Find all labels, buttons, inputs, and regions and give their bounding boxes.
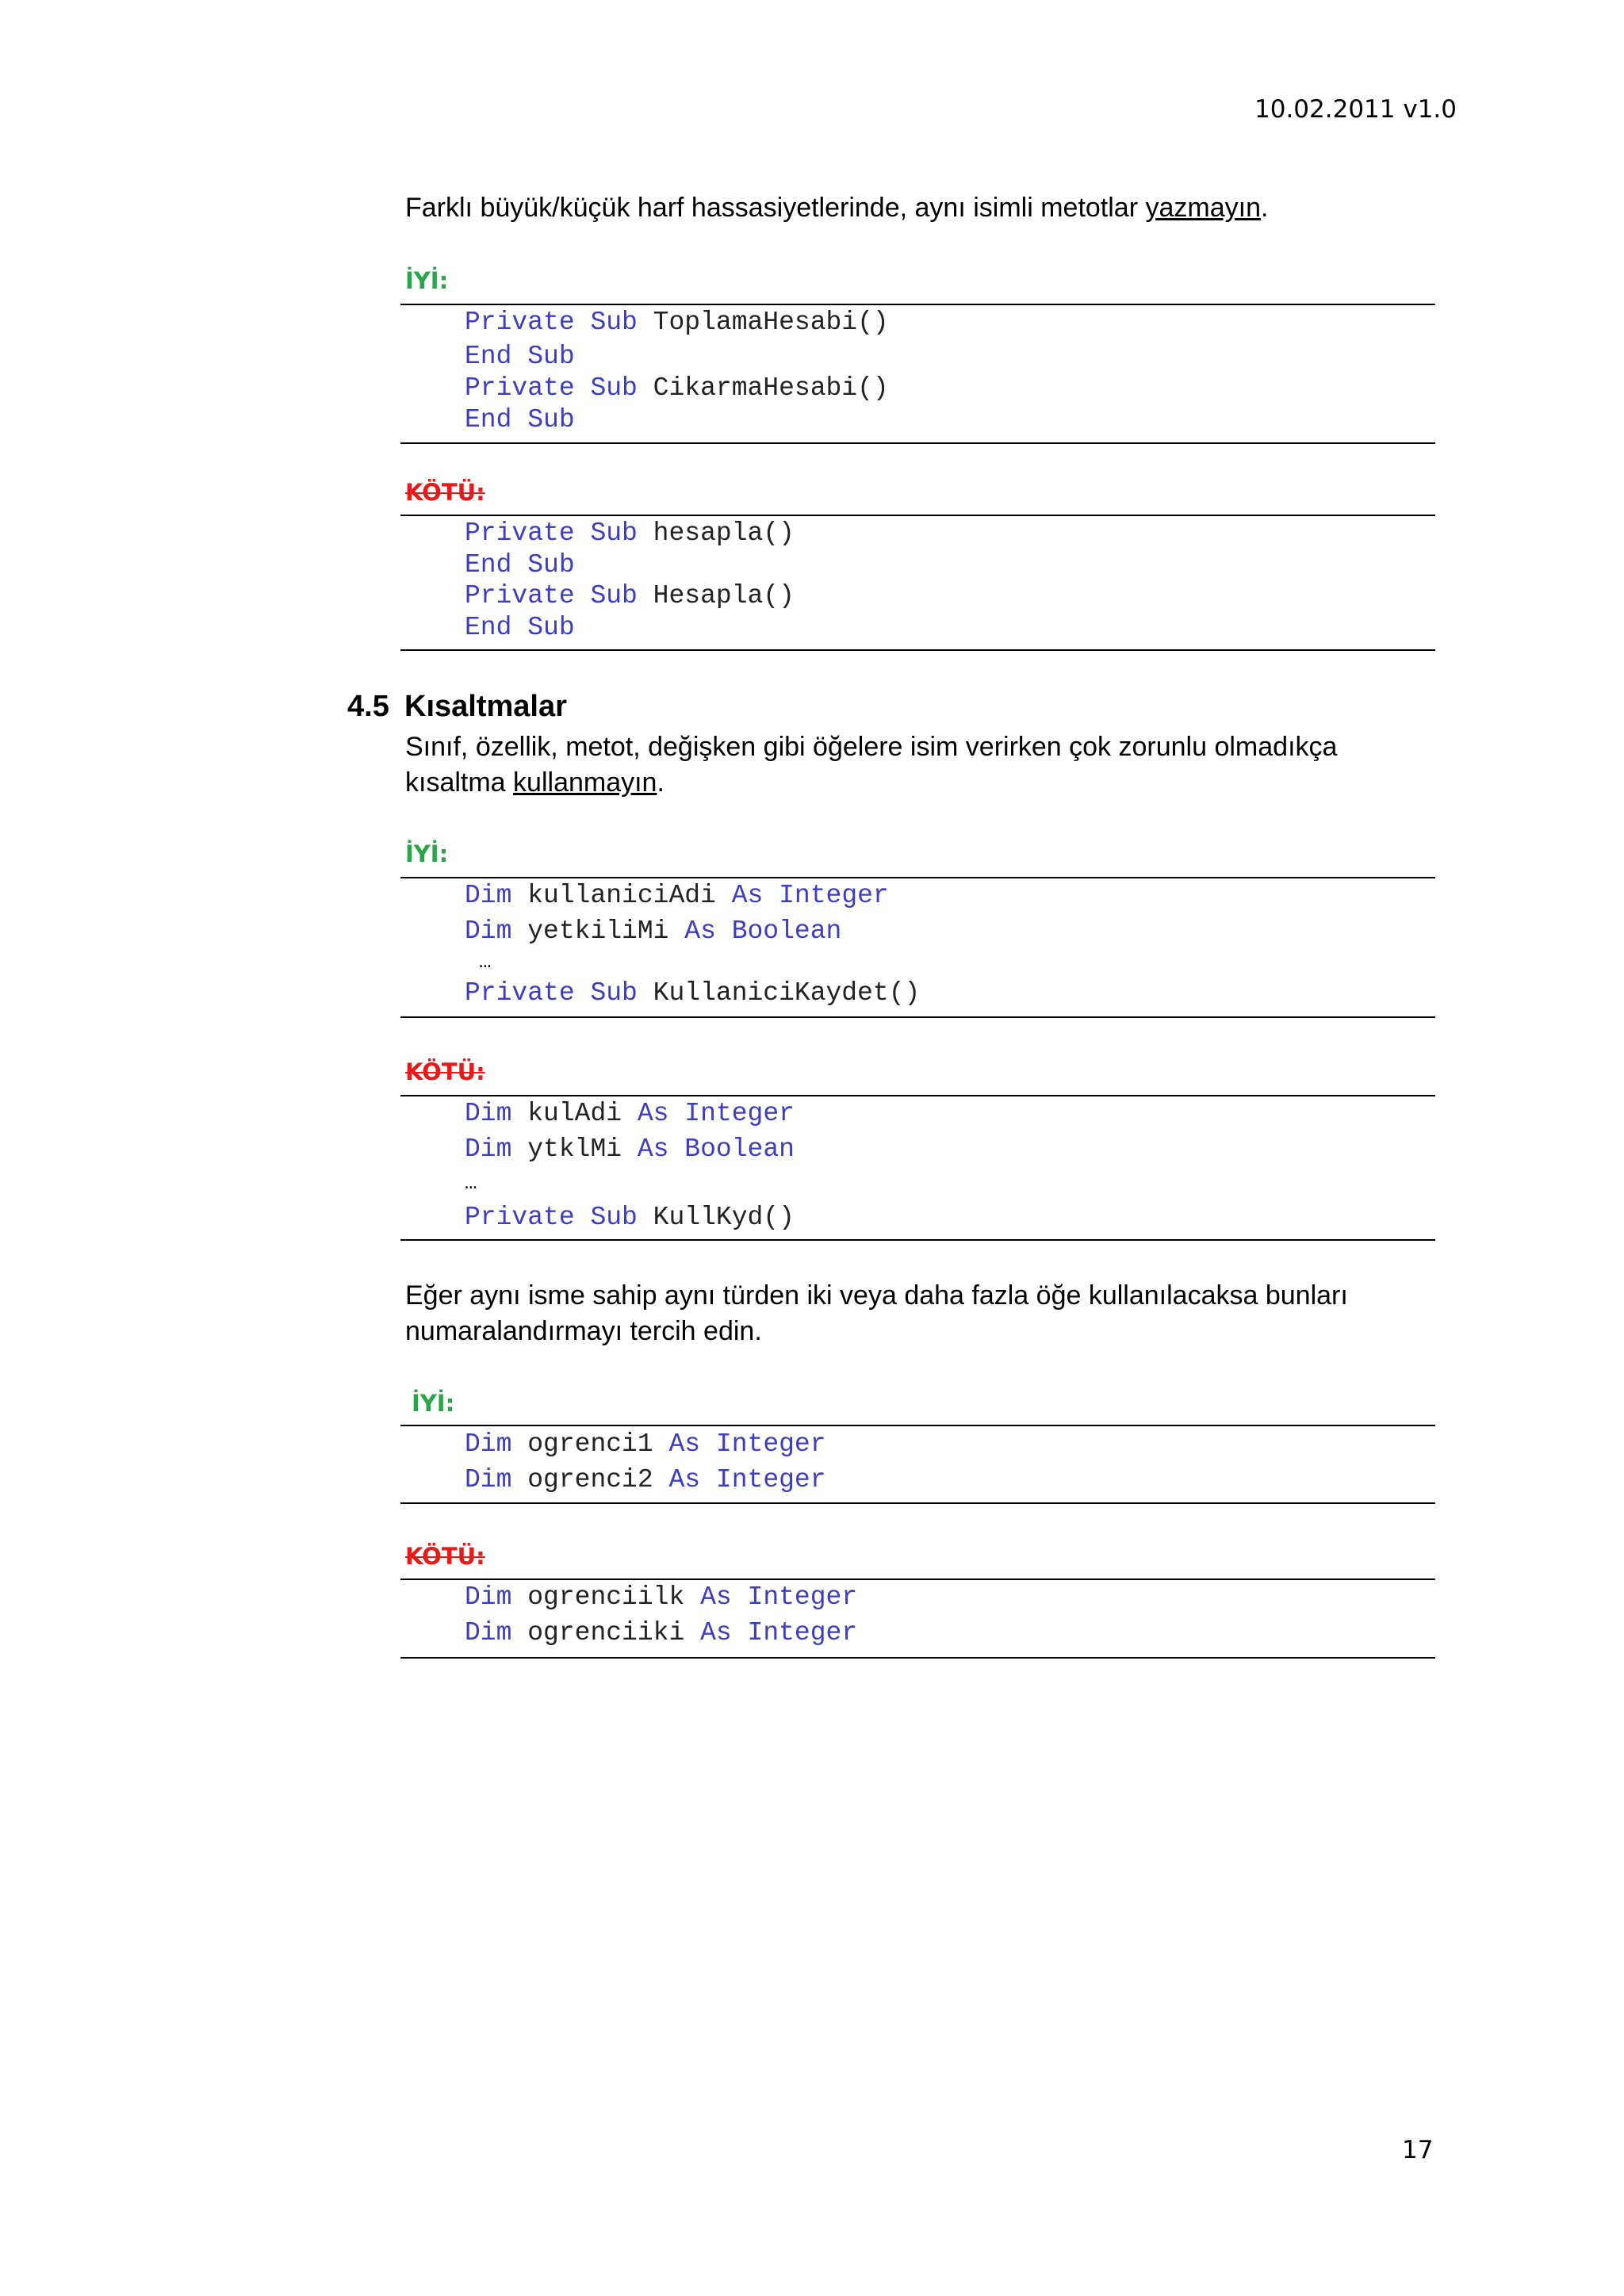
code-ellipsis: … <box>465 1171 477 1195</box>
code-line <box>465 880 889 912</box>
paragraph-2-line-2-start: kısaltma <box>405 767 514 798</box>
code-keyword: Sub <box>590 1203 638 1232</box>
paragraph-2-underlined: kullanmayın <box>513 767 657 798</box>
code-line <box>465 404 575 436</box>
code-keyword: Sub <box>590 581 638 610</box>
code-line <box>465 518 795 549</box>
rule-top-1 <box>400 304 1435 305</box>
code-identifier: ogrenciilk <box>527 1582 685 1612</box>
code-line <box>465 612 575 644</box>
code-keyword: Dim <box>465 1582 512 1612</box>
code-keyword: Integer <box>779 881 889 910</box>
code-keyword: Dim <box>465 1135 512 1164</box>
code-keyword: Private <box>465 978 575 1008</box>
code-line <box>465 1202 795 1234</box>
code-identifier: ytklMi <box>527 1135 622 1164</box>
code-keyword: Integer <box>684 1099 795 1128</box>
code-line <box>465 549 575 581</box>
good-label-2: İYİ: <box>405 840 449 867</box>
code-keyword: Sub <box>527 613 575 642</box>
rule-bottom-4 <box>400 1239 1435 1241</box>
code-keyword: As <box>668 1429 701 1459</box>
rule-bottom-3 <box>400 1016 1435 1018</box>
section-heading <box>347 690 567 724</box>
section-number: 4.5 <box>347 690 389 723</box>
rule-bottom-5 <box>400 1502 1435 1504</box>
rule-bottom-2 <box>400 649 1435 651</box>
code-line <box>465 373 889 404</box>
code-keyword: Boolean <box>731 916 842 946</box>
rule-top-4 <box>400 1095 1435 1096</box>
code-keyword: As <box>684 916 716 946</box>
code-keyword: Dim <box>465 1618 512 1647</box>
code-line <box>465 1617 857 1649</box>
code-identifier: Hesapla() <box>653 581 795 610</box>
rule-top-3 <box>400 877 1435 878</box>
code-keyword: Private <box>465 519 575 548</box>
intro-text: Farklı büyük/küçük harf hassasiyetlerinde, aynı isimli metotlar <box>405 193 1146 223</box>
good-label-3: İYİ: <box>412 1390 455 1417</box>
code-keyword: As <box>731 881 764 910</box>
rule-top-6 <box>400 1578 1435 1580</box>
rule-top-2 <box>400 515 1435 516</box>
code-keyword: Dim <box>465 916 512 946</box>
code-keyword: End <box>465 342 512 371</box>
intro-paragraph <box>405 190 1268 226</box>
code-identifier: ogrenciiki <box>527 1618 685 1647</box>
code-keyword: As <box>668 1465 701 1494</box>
code-line <box>465 978 920 1009</box>
intro-underlined: yazmayın <box>1145 193 1261 223</box>
code-line <box>465 341 575 373</box>
code-keyword: Private <box>465 308 575 337</box>
code-keyword: Dim <box>465 881 512 910</box>
code-keyword: Sub <box>590 373 638 403</box>
paragraph-3-line-2: numaralandırmayı tercih edin. <box>405 1316 762 1346</box>
code-identifier: kullaniciAdi <box>527 881 716 910</box>
rule-bottom-6 <box>400 1657 1435 1659</box>
code-keyword: Private <box>465 1203 575 1232</box>
paragraph-2-line-1: Sınıf, özellik, metot, değişken gibi öğelere isim verirken çok zorunlu olmadıkça <box>405 732 1338 762</box>
page-number: 17 <box>1402 2136 1434 2164</box>
code-keyword: Sub <box>590 308 638 337</box>
paragraph-2 <box>405 729 1337 801</box>
code-identifier: yetkiliMi <box>527 916 669 946</box>
code-keyword: Sub <box>527 342 575 371</box>
code-line <box>465 1098 795 1130</box>
intro-end: . <box>1260 193 1269 223</box>
code-keyword: Private <box>465 581 575 610</box>
bad-label-3: KÖTÜ: <box>405 1543 485 1570</box>
code-line <box>465 916 841 947</box>
code-keyword: Integer <box>747 1618 858 1647</box>
code-keyword: As <box>637 1099 669 1128</box>
header-date-version: 10.02.2011 v1.0 <box>1254 95 1457 124</box>
code-keyword: Integer <box>747 1582 858 1612</box>
code-keyword: Dim <box>465 1429 512 1459</box>
code-keyword: Sub <box>590 978 638 1008</box>
paragraph-2-line-2-end: . <box>657 767 665 798</box>
code-keyword: Dim <box>465 1099 512 1128</box>
rule-bottom-1 <box>400 442 1435 444</box>
code-line <box>465 1429 826 1460</box>
code-keyword: Sub <box>527 550 575 580</box>
code-keyword: Sub <box>527 405 575 434</box>
code-identifier: CikarmaHesabi() <box>653 373 889 403</box>
code-identifier: ogrenci1 <box>527 1429 653 1459</box>
code-ellipsis: … <box>479 950 492 974</box>
code-keyword: Sub <box>590 519 638 548</box>
bad-label-1: KÖTÜ: <box>405 479 485 506</box>
code-line <box>465 1582 857 1613</box>
code-keyword: Integer <box>715 1429 826 1459</box>
code-keyword: Integer <box>715 1465 826 1494</box>
code-keyword: Private <box>465 373 575 403</box>
code-line <box>465 1464 826 1496</box>
code-keyword: As <box>637 1135 669 1164</box>
section-title: Kısaltmalar <box>404 690 567 723</box>
rule-top-5 <box>400 1425 1435 1426</box>
code-identifier: ogrenci2 <box>527 1465 653 1494</box>
good-label-1: İYİ: <box>405 267 449 294</box>
paragraph-3 <box>405 1278 1348 1349</box>
code-identifier: KullaniciKaydet() <box>653 978 921 1008</box>
code-keyword: Boolean <box>684 1135 795 1164</box>
code-keyword: End <box>465 613 512 642</box>
code-identifier: KullKyd() <box>653 1203 795 1232</box>
paragraph-2-line-2 <box>405 765 1337 801</box>
code-line <box>465 1134 795 1165</box>
code-identifier: kulAdi <box>527 1099 622 1128</box>
code-line <box>465 307 889 339</box>
code-line <box>465 580 795 612</box>
code-keyword: End <box>465 405 512 434</box>
code-identifier: ToplamaHesabi() <box>653 308 889 337</box>
code-keyword: As <box>700 1618 732 1647</box>
code-keyword: End <box>465 550 512 580</box>
paragraph-3-line-1: Eğer aynı isme sahip aynı türden iki veya daha fazla öğe kullanılacaksa bunları <box>405 1280 1348 1311</box>
code-identifier: hesapla() <box>653 519 795 548</box>
code-keyword: As <box>700 1582 732 1612</box>
bad-label-2: KÖTÜ: <box>405 1058 485 1085</box>
code-keyword: Dim <box>465 1465 512 1494</box>
